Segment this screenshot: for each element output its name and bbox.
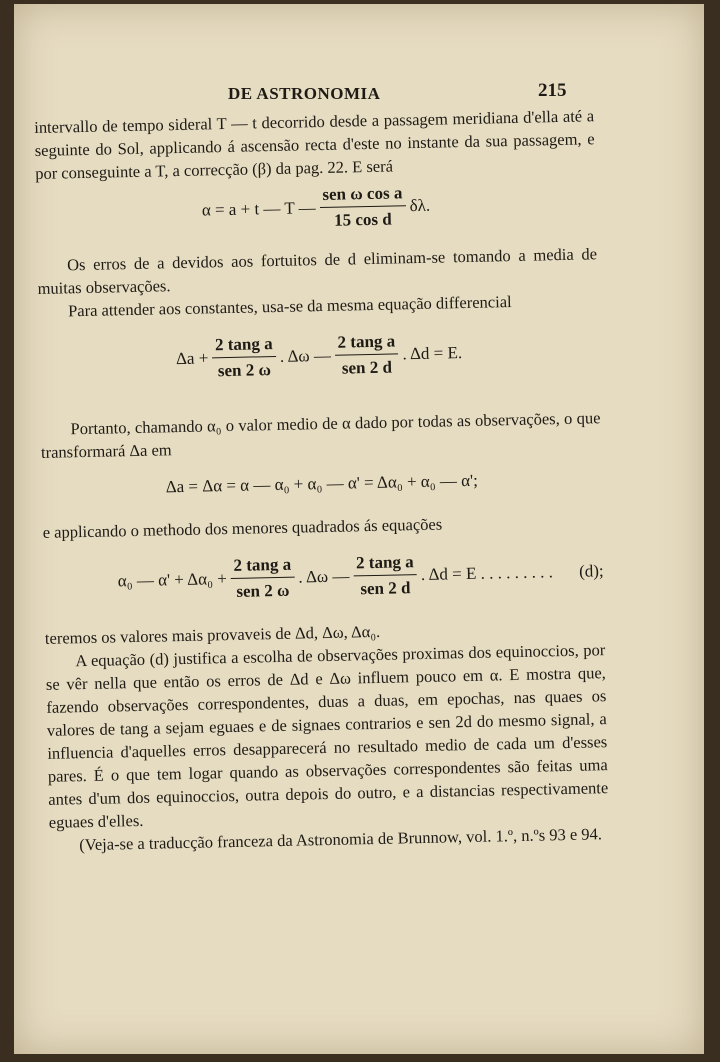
page-body: [34, 104, 609, 857]
page-number: 215: [538, 80, 567, 101]
book-page: [14, 4, 704, 1054]
paragraph-1: intervallo de tempo sideral T — t decorrido desde a passagem meridiana d'ella até a seguinte do Sol, applicando á ascensão recta d'este no instante da sua passagem, e por conseguinte a T, a correcção (β) da pag. 22. E será: [34, 106, 595, 183]
equation-2-numerator-1: 2 tang a: [212, 332, 276, 358]
paragraph-3: Para attender aos constantes, usa-se da mesma equação differencial: [67, 292, 512, 321]
equation-3: [42, 466, 602, 501]
equation-2-denominator-2: sen 2 d: [341, 357, 393, 378]
equation-4-numerator-1: 2 tang a: [230, 553, 294, 579]
equation-1-fraction: [319, 181, 406, 232]
equation-1: [36, 177, 597, 238]
paragraph-7: A equação (d) justifica a escolha de observações proximas dos equinoccios, por se vêr nella que então os erros de Δd e Δω influem pouco em α. E mostra que, fazendo observações correspondentes, duas a duas, em epochas, nas quaes os valores de tang a sejam eguaes e de signaes contrarios e sen 2d do mesmo signal, a influencia d'aquelles erros desapparecerá no resultado medio de cada um d'esses pares. É o que tem logar quando as observações correspondentes são feitas uma antes d'um dos equinoccios, outra depois do outro, e a distancias respectivamente eguaes d'elles.: [45, 640, 609, 832]
equation-1-numerator: sen ω cos a: [319, 181, 405, 208]
equation-4-tag: (d);: [578, 561, 604, 581]
equation-3-text: Δa = Δα = α — α₀ + α₀ — α' = Δα₀ + α₀ — α';: [165, 470, 479, 497]
equation-1-tail: δλ.: [409, 195, 431, 216]
equation-2-tail: . Δd = E.: [402, 343, 463, 364]
paragraph-2: Os erros de a devidos aos fortuitos de d eliminam-se tomando a media de muitas observações.: [37, 244, 598, 298]
equation-4-middle: . Δω —: [298, 566, 350, 587]
page-header: [14, 80, 704, 110]
paragraph-5: e applicando o methodo dos menores quadrados ás equações: [42, 514, 443, 542]
equation-1-denominator: 15 cos d: [333, 209, 392, 230]
equation-4-denominator-1: sen 2 ω: [236, 580, 290, 601]
running-title: DE ASTRONOMIA: [228, 84, 381, 103]
equation-2-denominator-1: sen 2 ω: [217, 360, 272, 381]
equation-2-numerator-2: 2 tang a: [334, 329, 398, 355]
equation-2-fraction-2: [334, 329, 399, 379]
equation-4-denominator-2: sen 2 d: [360, 578, 411, 599]
equation-2: [39, 325, 600, 386]
paragraph-8: (Veja-se a traducção franceza da Astronomia de Brunnow, vol. 1.º, n.ºs 93 e 94.: [79, 824, 603, 855]
equation-4: [43, 546, 604, 607]
equation-4-fraction-1: [230, 553, 295, 603]
paragraph-6: teremos os valores mais provaveis de Δd, Δω, Δα₀.: [44, 621, 381, 648]
equation-4-lhs: α₀ — α' + Δα₀ +: [117, 569, 227, 591]
equation-2-lhs: Δa +: [175, 348, 209, 369]
equation-2-fraction-1: [212, 332, 277, 382]
equation-4-tail: . Δd = E . . . . . . . . .: [420, 562, 554, 584]
equation-4-fraction-2: [353, 550, 418, 600]
equation-2-middle: . Δω —: [279, 345, 332, 366]
equation-1-lhs: α = a + t — T —: [201, 198, 316, 220]
equation-4-numerator-2: 2 tang a: [353, 550, 417, 576]
paragraph-4: Portanto, chamando α₀ o valor medio de α dado por todas as observações, o que transformará Δa em: [40, 408, 601, 462]
